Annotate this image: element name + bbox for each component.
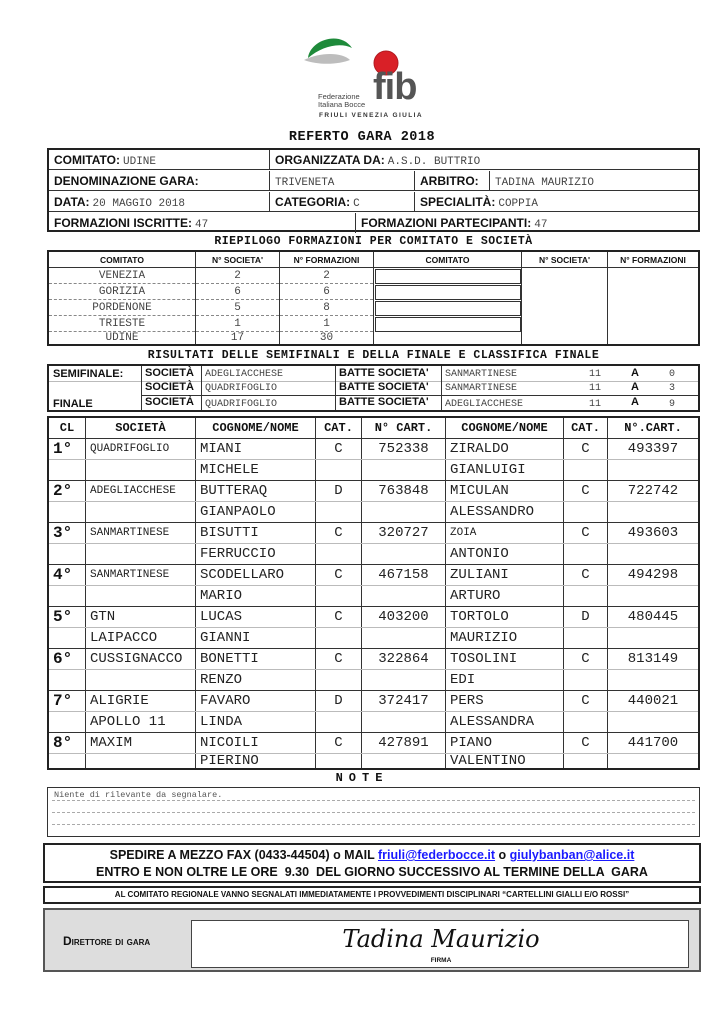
player2-nome: ALESSANDRO xyxy=(450,504,535,520)
player1-cart: 372417 xyxy=(378,693,429,709)
denominazione-value: TRIVENETA xyxy=(275,177,335,189)
player1-cart: 763848 xyxy=(378,483,429,499)
riep-societa: 17 xyxy=(230,332,245,344)
riep-formazioni: 1 xyxy=(280,316,373,332)
player2-cat: C xyxy=(581,483,590,499)
match-loser: SANMARTINESE xyxy=(445,383,518,394)
comitato-value: UDINE xyxy=(123,156,157,168)
partecipanti-value: 47 xyxy=(534,219,548,231)
player2-cat: C xyxy=(581,525,590,541)
player1-cat: C xyxy=(334,651,343,667)
player1-cart: 427891 xyxy=(378,735,429,751)
player1-nome: PIERINO xyxy=(200,753,259,769)
player2-cognome: PERS xyxy=(450,693,484,709)
iscritte-label: FORMAZIONI ISCRITTE: xyxy=(54,216,192,230)
rank: 6° xyxy=(53,650,73,668)
riep-formazioni: 6 xyxy=(280,284,373,300)
player1-cart: 467158 xyxy=(378,567,429,583)
match-winner: QUADRIFOGLIO xyxy=(205,383,278,394)
batte-label: BATTE SOCIETA' xyxy=(339,381,429,393)
match-score-winner: 11 xyxy=(589,399,602,410)
organizzata-label: ORGANIZZATA DA: xyxy=(275,153,385,167)
logo-line2: Italiana Bocce xyxy=(318,100,366,109)
riep-header-comitato-2: COMITATO xyxy=(374,252,521,268)
mail-link-alice[interactable]: giulybanban@alice.it xyxy=(509,848,635,862)
societa-2 xyxy=(86,670,195,690)
riep-empty-box xyxy=(375,285,521,300)
specialita-value: COPPIA xyxy=(498,198,538,210)
riepilogo-title: RIEPILOGO FORMAZIONI PER COMITATO E SOCIETÀ xyxy=(214,235,533,248)
player2-cognome: ZIRALDO xyxy=(450,441,509,457)
riep-societa: 6 xyxy=(196,284,279,300)
riep-empty-box xyxy=(375,301,521,316)
firma-label: FIRMA xyxy=(430,957,452,964)
societa-2 xyxy=(86,502,195,522)
player1-cat: D xyxy=(334,693,343,709)
player2-nome: ARTURO xyxy=(450,588,501,604)
finale-label: FINALE xyxy=(53,398,93,410)
societa-label: SOCIETÀ xyxy=(145,381,194,393)
player1-cognome: LUCAS xyxy=(200,609,243,625)
player2-cat: C xyxy=(581,735,590,751)
disciplinari-notice: AL COMITATO REGIONALE VANNO SEGNALATI IMMEDIATAMENTE I PROVVEDIMENTI DISCIPLINARI “CARTELLINI GIALLI E/O ROSSI” xyxy=(43,886,701,904)
logo-region: FRIULI VENEZIA GIULIA xyxy=(319,112,423,119)
document-title: REFERTO GARA 2018 xyxy=(288,130,436,145)
col-header-cat-1: CAT. xyxy=(324,421,353,435)
player2-cart: 493397 xyxy=(627,441,679,457)
rank: 8° xyxy=(53,734,73,752)
col-header-cl: CL xyxy=(59,421,75,435)
riep-comitato: VENEZIA xyxy=(49,268,195,284)
match-loser: SANMARTINESE xyxy=(445,369,518,380)
player2-cognome: ZOIA xyxy=(450,527,477,539)
risultati-title: RISULTATI DELLE SEMIFINALI E DELLA FINALE E CLASSIFICA FINALE xyxy=(147,349,600,362)
societa: CUSSIGNACCO xyxy=(90,651,183,667)
player1-cart: 752338 xyxy=(378,441,429,457)
rank: 7° xyxy=(53,692,73,710)
societa: MAXIM xyxy=(90,735,133,751)
player2-cat: C xyxy=(581,651,590,667)
logo-line1: Federazione xyxy=(318,92,360,101)
player1-cognome: BISUTTI xyxy=(200,525,259,541)
specialita-label: SPECIALITÀ: xyxy=(420,195,496,209)
societa-2: APOLLO 11 xyxy=(90,714,166,730)
rank: 1° xyxy=(53,440,73,458)
header-row-denominazione xyxy=(49,171,698,191)
fax-middle: o xyxy=(495,848,510,862)
match-score-winner: 11 xyxy=(589,383,602,394)
fax-deadline: ENTRO E NON OLTRE LE ORE 9.30 DEL GIORNO SUCCESSIVO AL TERMINE DELLA GARA xyxy=(96,865,648,879)
societa: ADEGLIACCHESE xyxy=(90,485,176,497)
arbitro-label: ARBITRO: xyxy=(420,174,479,188)
data-label: DATA: xyxy=(54,195,90,209)
signature: Tadina Maurizio xyxy=(342,925,540,953)
player2-cognome: TOSOLINI xyxy=(450,651,518,667)
player2-cognome: ZULIANI xyxy=(450,567,509,583)
riep-empty-box xyxy=(375,317,521,332)
fib-logo xyxy=(300,30,440,125)
player2-cart: 722742 xyxy=(627,483,679,499)
note-text: Niente di rilevante da segnalare. xyxy=(54,790,223,800)
col-header-cart-2: N°.CART. xyxy=(624,421,682,435)
match-score-loser: 9 xyxy=(669,399,676,410)
player1-cognome: NICOILI xyxy=(200,735,259,751)
player2-cart: 441700 xyxy=(627,735,679,751)
societa-2: LAIPACCO xyxy=(90,630,158,646)
match-score-loser: 0 xyxy=(669,369,676,380)
player1-cognome: SCODELLARO xyxy=(200,567,285,583)
player2-cat: C xyxy=(581,441,590,457)
match-loser: ADEGLIACCHESE xyxy=(445,399,524,410)
batte-label: BATTE SOCIETA' xyxy=(339,396,429,408)
header-row-data xyxy=(49,192,698,212)
player1-cognome: FAVARO xyxy=(200,693,251,709)
riep-header-comitato: COMITATO xyxy=(49,252,195,268)
player1-cognome: BONETTI xyxy=(200,651,259,667)
player1-cat: C xyxy=(334,609,343,625)
match-score-winner: 11 xyxy=(589,369,602,380)
player1-nome: MICHELE xyxy=(200,462,259,478)
arbitro-value: TADINA MAURIZIO xyxy=(495,177,595,189)
match-winner: QUADRIFOGLIO xyxy=(205,399,278,410)
riep-comitato: UDINE xyxy=(105,332,139,344)
data-value: 20 MAGGIO 2018 xyxy=(92,198,185,210)
player2-cart: 493603 xyxy=(627,525,679,541)
player1-cat: D xyxy=(334,483,343,499)
player1-cart: 403200 xyxy=(378,609,429,625)
risultati-table xyxy=(47,364,700,412)
player2-cognome: PIANO xyxy=(450,735,493,751)
iscritte-value: 47 xyxy=(195,219,209,231)
col-header-cat-2: CAT. xyxy=(571,421,600,435)
col-header-cognome-1: COGNOME/NOME xyxy=(212,421,299,435)
player1-nome: FERRUCCIO xyxy=(200,546,276,562)
a-label: A xyxy=(631,367,639,379)
player2-nome: MAURIZIO xyxy=(450,630,518,646)
player2-nome: EDI xyxy=(450,672,476,688)
riep-comitato: PORDENONE xyxy=(49,300,195,316)
player1-nome: GIANPAOLO xyxy=(200,504,276,520)
player1-cat: C xyxy=(334,525,343,541)
player2-cat: D xyxy=(581,609,590,625)
societa: SANMARTINESE xyxy=(90,527,170,539)
player2-cart: 494298 xyxy=(627,567,679,583)
note-title: NOTE xyxy=(335,771,389,785)
player2-cart: 813149 xyxy=(627,651,679,667)
player1-cat: C xyxy=(334,735,343,751)
player2-cart: 480445 xyxy=(627,609,679,625)
societa-2 xyxy=(86,544,195,564)
player2-nome: GIANLUIGI xyxy=(450,462,526,478)
denominazione-label: DENOMINAZIONE GARA: xyxy=(54,174,199,188)
rank: 2° xyxy=(53,482,73,500)
societa: SANMARTINESE xyxy=(90,569,170,581)
mail-link-federbocce[interactable]: friuli@federbocce.it xyxy=(377,848,496,862)
player1-nome: GIANNI xyxy=(200,630,251,646)
rank: 3° xyxy=(53,524,73,542)
riep-formazioni: 30 xyxy=(319,332,334,344)
player1-cognome: BUTTERAQ xyxy=(200,483,268,499)
firma-box xyxy=(191,920,689,968)
fax-prefix: SPEDIRE A MEZZO FAX (0433-44504) o MAIL xyxy=(109,848,378,862)
riep-header-societa-2: N° SOCIETA' xyxy=(522,252,607,268)
player1-nome: LINDA xyxy=(200,714,243,730)
player1-cognome: MIANI xyxy=(200,441,243,457)
player2-cart: 440021 xyxy=(627,693,679,709)
player1-cart: 322864 xyxy=(378,651,429,667)
riep-societa: 5 xyxy=(196,300,279,316)
riep-comitato: GORIZIA xyxy=(49,284,195,300)
player2-nome: ANTONIO xyxy=(450,546,509,562)
societa-2 xyxy=(86,586,195,606)
direttore-label: Direttore di gara xyxy=(63,934,151,948)
fax-instructions xyxy=(43,843,701,883)
riep-formazioni: 8 xyxy=(280,300,373,316)
player2-cat: C xyxy=(581,567,590,583)
player2-nome: VALENTINO xyxy=(450,753,526,769)
player1-cart: 320727 xyxy=(378,525,429,541)
classifica-table xyxy=(47,416,700,770)
match-score-loser: 3 xyxy=(669,383,676,394)
societa: GTN xyxy=(90,609,116,625)
categoria-label: CATEGORIA: xyxy=(275,195,351,209)
player1-cat: C xyxy=(334,567,343,583)
note-box xyxy=(47,787,700,837)
player2-cat: C xyxy=(581,693,590,709)
header-row-comitato xyxy=(49,150,698,170)
col-header-cognome-2: COGNOME/NOME xyxy=(461,421,548,435)
semifinale-label: SEMIFINALE: xyxy=(53,368,124,380)
partecipanti-label: FORMAZIONI PARTECIPANTI: xyxy=(361,216,532,230)
logo-brand: fib xyxy=(373,66,417,108)
player1-nome: RENZO xyxy=(200,672,243,688)
rank: 5° xyxy=(53,608,73,626)
batte-label: BATTE SOCIETA' xyxy=(339,367,429,379)
a-label: A xyxy=(631,396,639,408)
header-row-formazioni xyxy=(49,213,698,233)
player2-cognome: MICULAN xyxy=(450,483,509,499)
comitato-label: COMITATO: xyxy=(54,153,120,167)
riep-comitato: TRIESTE xyxy=(49,316,195,332)
rank: 4° xyxy=(53,566,73,584)
match-winner: ADEGLIACCHESE xyxy=(205,369,284,380)
riepilogo-table xyxy=(47,250,700,346)
societa-2 xyxy=(86,460,195,480)
header-info-table xyxy=(47,148,700,232)
player1-nome: MARIO xyxy=(200,588,243,604)
a-label: A xyxy=(631,381,639,393)
player2-cognome: TORTOLO xyxy=(450,609,509,625)
societa: QUADRIFOGLIO xyxy=(90,443,170,455)
riep-societa: 2 xyxy=(196,268,279,284)
col-header-societa: SOCIETÀ xyxy=(115,421,166,435)
riep-empty-box xyxy=(375,269,521,284)
player1-cat: C xyxy=(334,441,343,457)
societa-label: SOCIETÀ xyxy=(145,367,194,379)
riep-societa: 1 xyxy=(196,316,279,332)
categoria-value: C xyxy=(353,198,360,210)
riep-formazioni: 2 xyxy=(280,268,373,284)
organizzata-value: A.S.D. BUTTRIO xyxy=(387,156,481,168)
riep-header-formazioni: N° FORMAZIONI xyxy=(280,252,373,268)
col-header-cart-1: N° CART. xyxy=(374,421,433,435)
societa-label: SOCIETÀ xyxy=(145,396,194,408)
direttore-box xyxy=(43,908,701,972)
societa: ALIGRIE xyxy=(90,693,149,709)
player2-nome: ALESSANDRA xyxy=(450,714,535,730)
riep-header-formazioni-2: N° FORMAZIONI xyxy=(608,252,698,268)
riep-header-societa: N° SOCIETA' xyxy=(196,252,279,268)
